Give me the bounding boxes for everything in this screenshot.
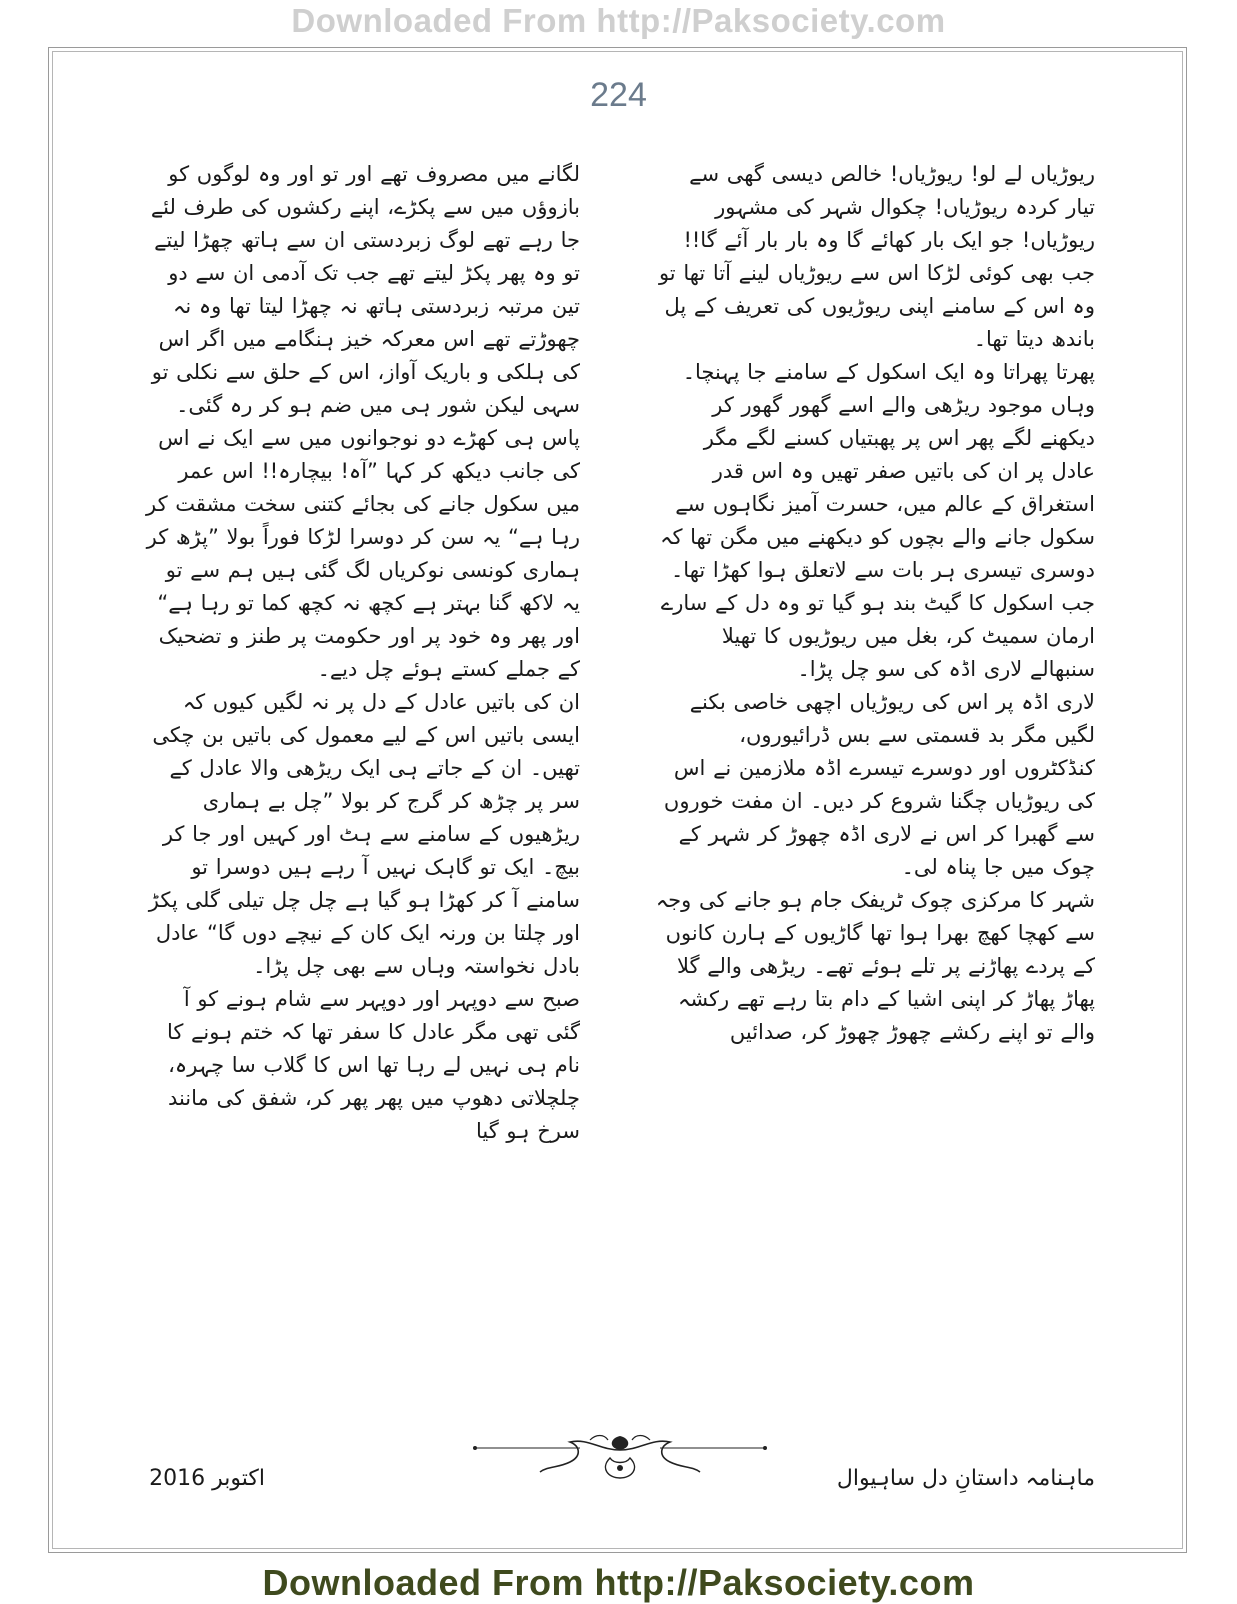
magazine-name: ماہنامہ داستانِ دل ساہیوال	[836, 1466, 1095, 1491]
paragraph: لگانے میں مصروف تھے اور تو اور وہ لوگوں کو بازوؤں میں سے پکڑے، اپنے رکشوں کی طرف لئے جا رہے تھے لوگ زبردستی ان سے ہاتھ چھڑا لیتے تو وہ پھر پکڑ لیتے تھے جب تک آدمی ان سے دو تین مرتبہ زبردستی ہاتھ نہ چھڑا لیتا تھا وہ نہ چھوڑتے تھے اس معرکہ خیز ہنگامے میں اگر اس کی ہلکی و باریک آواز، اس کے حلق سے نکلی تو سہی لیکن شور ہی میں ضم ہو کر رہ گئی۔ پاس ہی کھڑے دو نوجوانوں میں سے ایک نے اس کی جانب دیکھ کر کہا ”آہ! بیچارہ!! اس عمر میں سکول جانے کی بجائے کتنی سخت مشقت کر رہا ہے“ یہ سن کر دوسرا لڑکا فوراً بولا ”پڑھ کر ہماری کونسی نوکریاں لگ گئی ہیں ہم سے تو یہ لاکھ گنا بہتر ہے کچھ نہ کچھ کما تو رہا ہے“ اور پھر وہ خود پر اور حکومت پر طنز و تضحیک کے جملے کستے ہوئے چل دیے۔	[145, 162, 580, 681]
paragraph: ریوڑیاں لے لو! ریوڑیاں! خالص دیسی گھی سے تیار کردہ ریوڑیاں! چکوال شہر کی مشہور ریوڑیاں! جو ایک بار کھائے گا وہ بار بار آئے گا!! جب بھی کوئی لڑکا اس سے ریوڑیاں لینے آتا تھا تو وہ اس کے سامنے اپنی ریوڑیوں کی تعریف کے پل باندھ دیتا تھا۔	[658, 162, 1095, 351]
paragraph: لاری اڈہ پر اس کی ریوڑیاں اچھی خاصی بکنے لگیں مگر بد قسمتی سے بس ڈرائیوروں، کنڈکٹروں اور دوسرے تیسرے اڈہ ملازمین نے اس کی ریوڑیاں چگنا شروع کر دیں۔ ان مفت خوروں سے گھبرا کر اس نے لاری اڈہ چھوڑ کر شہر کے چوک میں جا پناہ لی۔	[663, 690, 1095, 879]
paragraph: ان کی باتیں عادل کے دل پر نہ لگیں کیوں کہ ایسی باتیں اس کے لیے معمول کی باتیں بن چکی تھیں۔ ان کے جاتے ہی ایک ریڑھی والا عادل کے سر پر چڑھ کر گرج کر بولا ”چل بے ہماری ریڑھیوں کے سامنے سے ہٹ اور کہیں اور جا کر بیچ۔ ایک تو گاہک نہیں آ رہے ہیں دوسرا تو سامنے آ کر کھڑا ہو گیا ہے چل چل تیلی گلی پکڑ اور چلتا بن ورنہ ایک کان کے نیچے دوں گا“ عادل بادل نخواستہ وہاں سے بھی چل پڑا۔	[148, 690, 580, 978]
top-watermark: Downloaded From http://Paksociety.com	[291, 2, 946, 39]
paragraph: صبح سے دوپہر اور دوپہر سے شام ہونے کو آ گئی تھی مگر عادل کا سفر تھا کہ ختم ہونے کا نام ہی نہیں لے رہا تھا اس کا گلاب سا چہرہ، چلچلاتی دھوپ میں پھر پھر کر، شفق کی مانند سرخ ہو گیا	[166, 987, 580, 1143]
page-number: 224	[590, 76, 647, 114]
decorative-ornament-icon	[470, 1428, 770, 1488]
issue-date: اکتوبر 2016	[149, 1466, 265, 1491]
right-column	[655, 158, 1095, 1049]
paragraph: شہر کا مرکزی چوک ٹریفک جام ہو جانے کی وجہ سے کھچا کھچ بھرا ہوا تھا گاڑیوں کے ہارن کانوں کے پردے پھاڑنے پر تلے ہوئے تھے۔ ریڑھی والے گلا پھاڑ پھاڑ کر اپنی اشیا کے دام بتا رہے تھے رکشہ والے تو اپنے رکشے چھوڑ چھوڑ کر، صدائیں	[655, 888, 1095, 1044]
paragraph: پھرتا پھراتا وہ ایک اسکول کے سامنے جا پہنچا۔ وہاں موجود ریڑھی والے اسے گھور گھور کر دیکھنے لگے پھر اس پر پھبتیاں کسنے لگے مگر عادل پر ان کی باتیں صفر تھیں وہ اس قدر استغراق کے عالم میں، حسرت آمیز نگاہوں سے سکول جانے والے بچوں کو دیکھنے میں مگن تھا کہ دوسری تیسری ہر بات سے لاتعلق ہوا کھڑا تھا۔ جب اسکول کا گیٹ بند ہو گیا تو وہ دل کے سارے ارمان سمیٹ کر، بغل میں ریوڑیوں کا تھیلا سنبھالے لاری اڈہ کی سو چل پڑا۔	[660, 360, 1095, 681]
bottom-watermark: Downloaded From http://Paksociety.com	[262, 1562, 975, 1603]
left-column	[145, 158, 580, 1148]
